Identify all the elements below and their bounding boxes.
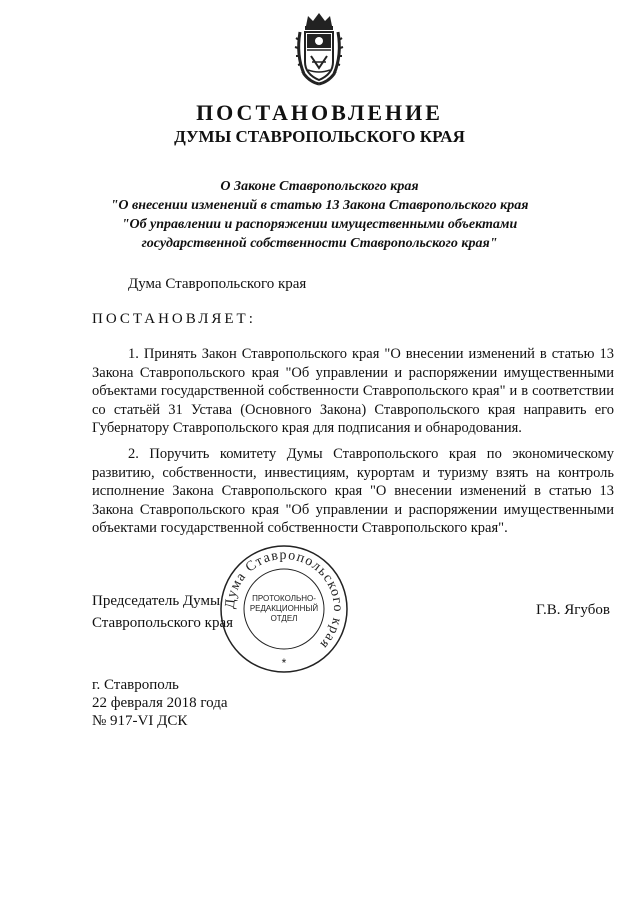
stamp-inner-line-3: ОТДЕЛ	[270, 614, 298, 623]
stamp-ring-textpath: Дума Ставропольского края	[222, 547, 346, 653]
document-footer	[92, 676, 228, 730]
signatory-position-line: Ставропольского края	[92, 615, 233, 631]
document-subject	[60, 177, 579, 253]
stamp-inner-line-2: РЕДАКЦИОННЫЙ	[249, 604, 319, 613]
signatory-position	[92, 590, 233, 634]
paragraph-2: 2. Поручить комитету Думы Ставропольского края по экономическому развитию, собственности, инвестициям, курортам и туризму взять на контроль исполнение Закона Ставропольского края "О внесении изменений в статью 13 Закона Ставропольского края "Об управлении и распоряжении имущественными объектами государственной собственности Ставропольского края".	[92, 446, 614, 536]
footer-date: 22 февраля 2018 года	[92, 695, 228, 711]
subject-line: государственной собственности Ставропольского края"	[141, 236, 498, 251]
subject-line: "Об управлении и распоряжении имущественными объектами	[121, 217, 518, 232]
footer-number: № 917-VI ДСК	[92, 713, 188, 729]
subject-line: О Законе Ставропольского края	[220, 179, 419, 194]
coat-of-arms-icon	[294, 10, 344, 88]
official-stamp	[218, 543, 350, 675]
footer-city: г. Ставрополь	[92, 677, 179, 693]
document-title: ПОСТАНОВЛЕНИЕ	[196, 100, 443, 125]
decree-heading: ПОСТАНОВЛЯЕТ:	[92, 311, 256, 327]
issuing-body: Дума Ставропольского края	[128, 276, 307, 292]
document-subtitle: ДУМЫ СТАВРОПОЛЬСКОГО КРАЯ	[174, 127, 465, 146]
signatory-name: Г.В. Ягубов	[536, 602, 610, 618]
stamp-inner-line-1: ПРОТОКОЛЬНО-	[252, 594, 316, 603]
signatory-position-line: Председатель Думы	[92, 593, 221, 609]
paragraph-1: 1. Принять Закон Ставропольского края "О внесении изменений в статью 13 Закона Ставропольского края "Об управлении и распоряжении имущественными объектами государственной собственности Ставропольского края" и в соответствии со статьёй 31 Устава (Основного Закона) Ставропольского края направить его Губернатору Ставропольского края для подписания и обнародования.	[92, 346, 614, 436]
subject-line: "О внесении изменений в статью 13 Закона Ставропольского края	[110, 198, 529, 213]
stamp-star: *	[281, 656, 287, 670]
